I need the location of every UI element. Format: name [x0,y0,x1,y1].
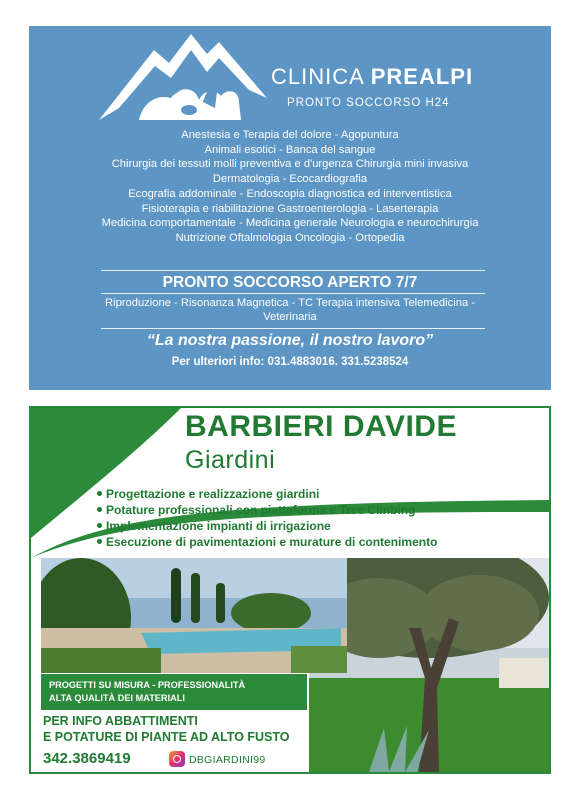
bullet-icon [97,539,102,544]
service-line: Anestesia e Terapia del dolore - Agopuntura [181,129,399,141]
service-line: Fisioterapia e riabilitazione Gastroenterologia - Laserterapia [141,202,439,215]
list-item: Progettazione e realizzazione giardini [97,486,437,502]
service-line: Nutrizione Oftalmologia Oncologia - Ortopedia [175,231,405,244]
garden-services-list [97,486,437,550]
service-line: Medicina comportamentale - Medicina generale Neurologia e neurochirurgia [101,217,479,230]
felling-info: PER INFO ABBATTIMENTI E POTATURE DI PIANTE AD ALTO FUSTO [43,714,290,744]
company-title: BARBIERI DAVIDE [185,410,457,443]
service-line: Animali esotici - Banca del sangue [204,143,376,156]
list-item: Implementazione impianti di irrigazione [97,518,437,534]
list-item: Potature professionali con piattaforma e Tree Clinbing [97,502,437,518]
clinic-services-list [29,128,551,246]
clinic-extra-services: Riproduzione - Risonanza Magnetica - TC Terapia intensiva Telemedicina - Veterinaria [105,297,475,323]
divider [101,328,485,329]
phone-number[interactable]: 342.3869419 [43,750,131,767]
divider [101,293,485,294]
pool-garden-photo [41,558,347,673]
quality-banner: PROGETTI SU MISURA - PROFESSIONALITÀ ALTA QUALITÀ DEI MATERIALI [41,674,307,710]
bullet-icon [97,491,102,496]
mountain-animals-logo [99,28,289,124]
instagram-icon [169,751,185,767]
clinic-tagline: PRONTO SOCCORSO H24 [287,97,450,109]
bullet-icon [97,507,102,512]
clinic-brand: CLINICA PREALPI [271,64,474,89]
service-line: Chirurgia dei tessuti molli preventiva e d'urgenza Chirurgia mini invasiva [111,158,469,171]
list-item: Esecuzione di pavimentazioni e murature di contenimento [97,534,437,550]
clinic-motto: “La nostra passione, il nostro lavoro” [146,332,434,349]
clinica-prealpi-ad [29,26,551,390]
barbieri-giardini-ad [29,406,551,774]
bullet-icon [97,523,102,528]
instagram-handle[interactable]: DBGIARDINI99 [189,754,266,766]
clinic-contact-info: Per ulteriori info: 031.4883016. 331.5238524 [171,356,409,368]
emergency-heading: PRONTO SOCCORSO APERTO 7/7 [162,274,418,291]
divider [101,270,485,271]
service-line: Ecografia addominale - Endoscopia diagnostica ed interventistica [128,187,452,200]
service-line: Dermatologia - Ecocardiografia [212,173,368,186]
company-subtitle: Giardini [185,446,276,474]
